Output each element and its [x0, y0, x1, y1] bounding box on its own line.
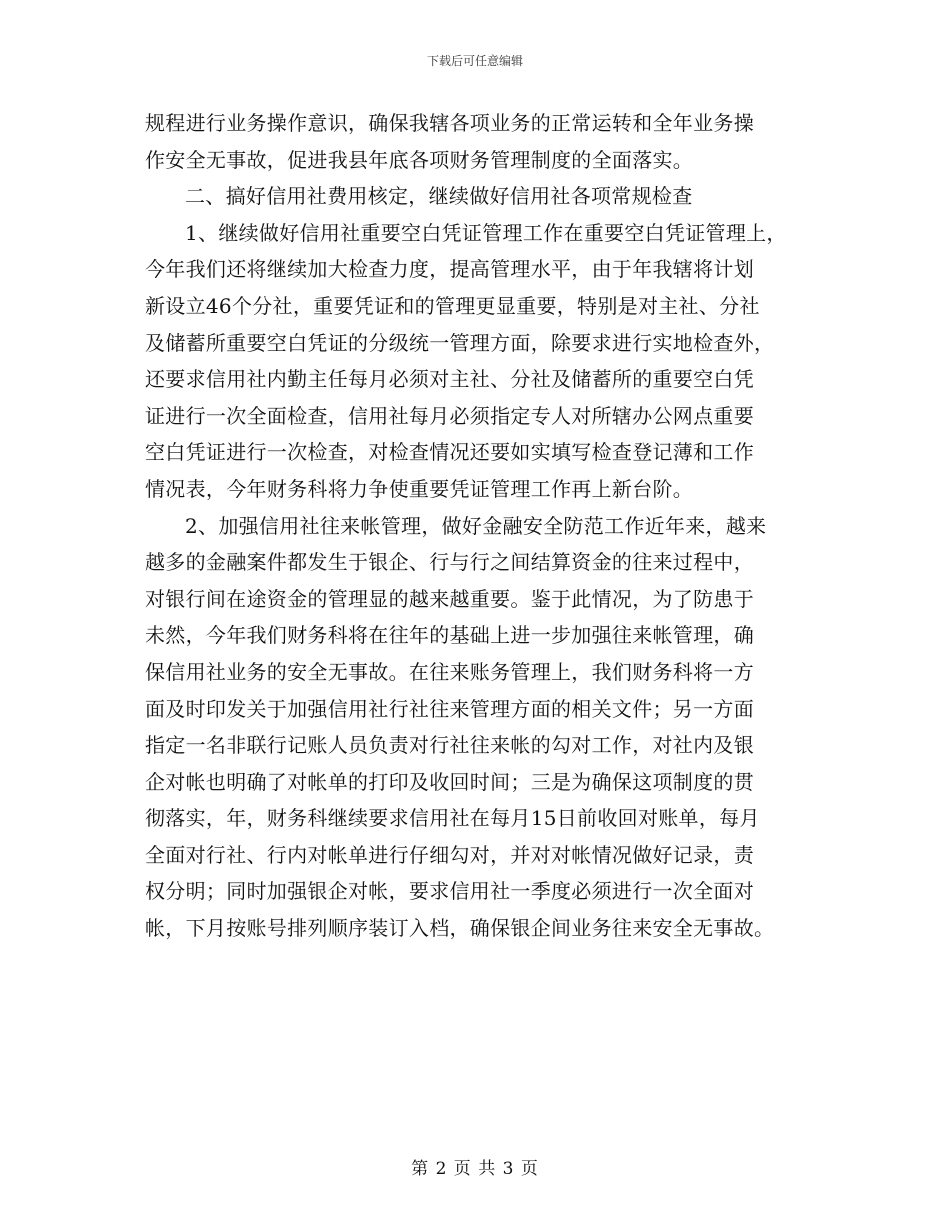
text-line: 帐，下月按账号排列顺序装订入档，确保银企间业务往来安全无事故。: [145, 916, 775, 941]
text-line: 权分明；同时加强银企对帐，要求信用社一季度必须进行一次全面对: [145, 879, 754, 904]
document-body: [145, 105, 810, 947]
text-line: 今年我们还将继续加大检查力度，提高管理水平，由于年我辖将计划: [145, 257, 754, 282]
text-line: 保信用社业务的安全无事故。在往来账务管理上，我们财务科将一方: [145, 659, 754, 684]
text-line: 全面对行社、行内对帐单进行仔细勾对，并对对帐情况做好记录，责: [145, 842, 754, 867]
text-line: 越多的金融案件都发生于银企、行与行之间结算资金的往来过程中，: [145, 550, 754, 575]
text-line: 情况表，今年财务科将力争使重要凭证管理工作再上新台阶。: [145, 476, 694, 501]
text-line: 1、继续做好信用社重要空白凭证管理工作在重要空白凭证管理上，: [185, 220, 787, 245]
text-line: 2、加强信用社往来帐管理，做好金融安全防范工作近年来，越来: [185, 513, 767, 538]
text-line: 对银行间在途资金的管理显的越来越重要。鉴于此情况，为了防患于: [145, 586, 754, 611]
text-line: 证进行一次全面检查，信用社每月必须指定专人对所辖办公网点重要: [145, 403, 754, 428]
text-line: 企对帐也明确了对帐单的打印及收回时间；三是为确保这项制度的贯: [145, 769, 754, 794]
text-line: 指定一名非联行记账人员负责对行社往来帐的勾对工作，对社内及银: [145, 733, 754, 758]
text-line: 空白凭证进行一次检查，对检查情况还要如实填写检查登记薄和工作: [145, 440, 754, 465]
page-footer: 第 2 页 共 3 页: [411, 1159, 539, 1179]
text-line: 还要求信用社内勤主任每月必须对主社、分社及储蓄所的重要空白凭: [145, 367, 754, 392]
text-line: 未然，今年我们财务科将在往年的基础上进一步加强往来帐管理，确: [145, 623, 754, 648]
text-line: 彻落实，年，财务科继续要求信用社在每月15日前收回对账单，每月: [145, 806, 760, 831]
text-line: 规程进行业务操作意识，确保我辖各项业务的正常运转和全年业务操: [145, 111, 754, 135]
text-line: 作安全无事故，促进我县年底各项财务管理制度的全面落实。: [145, 147, 694, 172]
text-line: 新设立46个分社，重要凭证和的管理更显重要，特别是对主社、分社: [145, 293, 760, 318]
page-header: 下载后可任意编辑: [426, 54, 523, 68]
text-line: 面及时印发关于加强信用社行社往来管理方面的相关文件；另一方面: [145, 696, 754, 721]
text-line: 及储蓄所重要空白凭证的分级统一管理方面，除要求进行实地检查外，: [145, 330, 775, 355]
text-line: 二、搞好信用社费用核定，继续做好信用社各项常规检查: [185, 184, 693, 209]
